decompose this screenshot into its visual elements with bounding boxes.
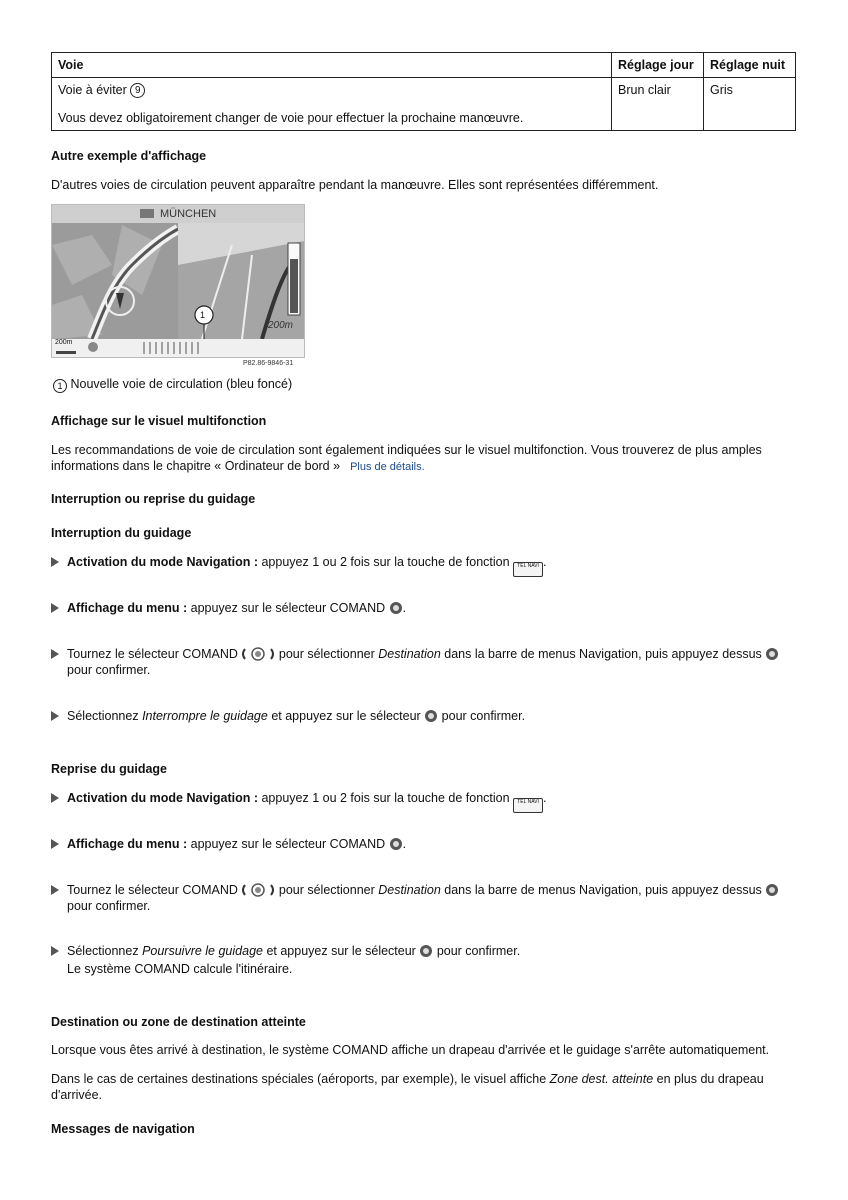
bullet-arrow-icon [51, 885, 59, 895]
bullet-arrow-icon [51, 793, 59, 803]
comand-press-icon [765, 883, 779, 897]
reprise-title: Reprise du guidage [51, 762, 167, 776]
figure-ref: P82.86-9846-31 [243, 360, 294, 367]
lane-marker-icon: 9 [130, 83, 145, 98]
destination-p1: Lorsque vous êtes arrivé à destination, le système COMAND affiche un drapeau d'arrivée et le guidage s'arrête automatiquement. [51, 1043, 770, 1057]
compass-icon [88, 342, 98, 352]
city-label: MÜNCHEN [160, 208, 217, 220]
gps-icon [140, 209, 154, 218]
bullet-arrow-icon [51, 603, 59, 613]
interruption-step-1: Activation du mode Navigation : appuyez 1 ou 2 fois sur la touche de fonction TEL NAVI . [51, 554, 817, 577]
plus-details-link[interactable]: Plus de détails. [350, 461, 425, 473]
destination-p2: Dans le cas de certaines destinations spéciales (aéroports, par exemple), le visuel affiche Zone dest. atteinte en plus du drapeau d'arrivée. [51, 1072, 764, 1102]
section-title: Interruption ou reprise du guidage [51, 492, 256, 506]
destination-title: Destination ou zone de destination atteinte [51, 1015, 306, 1029]
tel-navi-key-icon: TEL NAVI [513, 798, 543, 813]
col-header-jour: Réglage jour [612, 53, 704, 78]
scale-label: 200m [55, 339, 73, 346]
cell-voie [52, 78, 612, 131]
comand-rotate-icon [241, 647, 275, 661]
col-header-voie: Voie [52, 53, 612, 78]
comand-press-icon [419, 944, 433, 958]
cell-nuit: Gris [704, 78, 796, 131]
comand-press-icon [389, 601, 403, 615]
tel-navi-key-icon: TEL NAVI [513, 562, 543, 577]
callout-1-caption-icon: 1 [53, 379, 67, 393]
lane-display-illustration [52, 205, 304, 357]
reprise-step-1: Activation du mode Navigation : appuyez 1 ou 2 fois sur la touche de fonction TEL NAVI . [51, 790, 817, 813]
figure-caption [53, 376, 292, 393]
multifonction-text [51, 442, 791, 475]
bullet-arrow-icon [51, 839, 59, 849]
reprise-step-4: Sélectionnez Poursuivre le guidage et appuyez sur le sélecteur pour confirmer. Le système COMAND calcule l'itinéraire. [51, 943, 817, 977]
multifonction-title: Affichage sur le visuel multifonction [51, 414, 267, 428]
comand-rotate-icon [241, 883, 275, 897]
distance-label: 200m [268, 320, 294, 331]
messages-title: Messages de navigation [51, 1122, 195, 1136]
voie-label: Voie à éviter [58, 83, 127, 97]
voie-note: Vous devez obligatoirement changer de voie pour effectuer la prochaine manœuvre. [58, 111, 524, 125]
interruption-step-2: Affichage du menu : appuyez sur le sélecteur COMAND . [51, 600, 817, 616]
callout-1-label: 1 [200, 310, 206, 320]
interruption-step-3: Tournez le sélecteur COMAND pour sélectionner Destination dans la barre de menus Navigation, puis appuyez dessus pour confirmer. [51, 646, 817, 678]
multifonction-body: Les recommandations de voie de circulation sont également indiquées sur le visuel multifonction. Vous trouverez de plus amples informations dans le chapitre « Ordinateur de bord » [51, 443, 762, 473]
bullet-arrow-icon [51, 557, 59, 567]
lane-color-table [51, 52, 796, 131]
interruption-step-4: Sélectionnez Interrompre le guidage et appuyez sur le sélecteur pour confirmer. [51, 708, 817, 724]
interruption-title: Interruption du guidage [51, 526, 192, 540]
navigation-display-figure [51, 204, 305, 358]
caption-text: Nouvelle voie de circulation (bleu foncé) [70, 377, 293, 391]
comand-press-icon [424, 709, 438, 723]
reprise-step-2: Affichage du menu : appuyez sur le sélecteur COMAND . [51, 836, 817, 852]
cell-jour: Brun clair [612, 78, 704, 131]
reprise-step-3: Tournez le sélecteur COMAND pour sélectionner Destination dans la barre de menus Navigation, puis appuyez dessus pour confirmer. [51, 882, 817, 914]
autre-exemple-title: Autre exemple d'affichage [51, 149, 207, 163]
bullet-arrow-icon [51, 649, 59, 659]
autre-exemple-text: D'autres voies de circulation peuvent apparaître pendant la manœuvre. Elles sont représentées différemment. [51, 178, 659, 192]
bullet-arrow-icon [51, 711, 59, 721]
bullet-arrow-icon [51, 946, 59, 956]
col-header-nuit: Réglage nuit [704, 53, 796, 78]
comand-press-icon [765, 647, 779, 661]
comand-press-icon [389, 837, 403, 851]
